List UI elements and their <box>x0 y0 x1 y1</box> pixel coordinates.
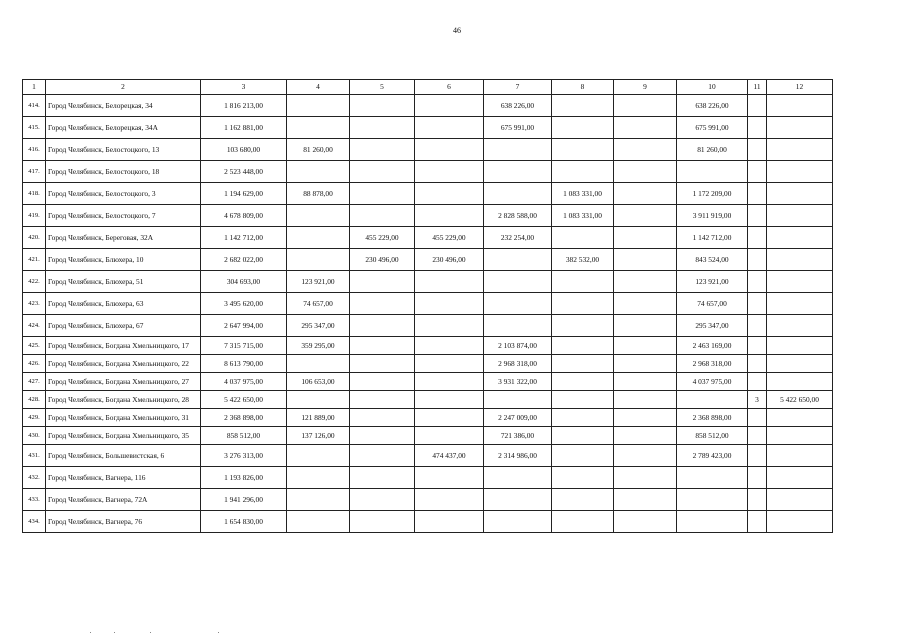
value-cell-c3: 2 523 448,00 <box>201 161 287 183</box>
value-cell-c12 <box>767 337 833 355</box>
value-cell-c11 <box>748 427 767 445</box>
address-cell: Город Челябинск, Белостоцкого, 13 <box>46 139 201 161</box>
value-cell-c12 <box>767 161 833 183</box>
value-cell-c8 <box>552 95 614 117</box>
value-cell-c3: 7 315 715,00 <box>201 337 287 355</box>
value-cell-c4: 81 260,00 <box>287 139 350 161</box>
value-cell-c12 <box>767 227 833 249</box>
value-cell-c9 <box>614 117 677 139</box>
row-number: 433. <box>23 489 46 511</box>
value-cell-c5 <box>350 139 415 161</box>
value-cell-c3: 2 682 022,00 <box>201 249 287 271</box>
value-cell-c12 <box>767 489 833 511</box>
row-number: 422. <box>23 271 46 293</box>
value-cell-c4: 121 889,00 <box>287 409 350 427</box>
value-cell-c3: 1 142 712,00 <box>201 227 287 249</box>
value-cell-c11: 3 <box>748 391 767 409</box>
value-cell-c5 <box>350 467 415 489</box>
value-cell-c6 <box>415 373 484 391</box>
value-cell-c11 <box>748 489 767 511</box>
table-row <box>23 183 833 205</box>
value-cell-c6 <box>415 489 484 511</box>
table-row <box>23 315 833 337</box>
value-cell-c10: 858 512,00 <box>677 427 748 445</box>
value-cell-c10: 81 260,00 <box>677 139 748 161</box>
value-cell-c8 <box>552 427 614 445</box>
value-cell-c12 <box>767 467 833 489</box>
value-cell-c5 <box>350 161 415 183</box>
value-cell-c7: 2 103 874,00 <box>484 337 552 355</box>
value-cell-c8 <box>552 227 614 249</box>
value-cell-c12 <box>767 355 833 373</box>
address-cell: Город Челябинск, Блюхера, 67 <box>46 315 201 337</box>
value-cell-c8 <box>552 511 614 533</box>
value-cell-c6 <box>415 139 484 161</box>
value-cell-c9 <box>614 249 677 271</box>
value-cell-c6 <box>415 293 484 315</box>
table-row <box>23 205 833 227</box>
value-cell-c6: 230 496,00 <box>415 249 484 271</box>
row-number: 432. <box>23 467 46 489</box>
row-number: 417. <box>23 161 46 183</box>
value-cell-c6 <box>415 391 484 409</box>
value-cell-c8 <box>552 271 614 293</box>
address-cell: Город Челябинск, Большевистская, 6 <box>46 445 201 467</box>
value-cell-c9 <box>614 373 677 391</box>
value-cell-c3: 1 193 826,00 <box>201 467 287 489</box>
address-cell: Город Челябинск, Богдана Хмельницкого, 28 <box>46 391 201 409</box>
value-cell-c6 <box>415 315 484 337</box>
value-cell-c5 <box>350 315 415 337</box>
value-cell-c9 <box>614 511 677 533</box>
address-cell: Город Челябинск, Белорецкая, 34А <box>46 117 201 139</box>
column-header: 7 <box>484 80 552 95</box>
row-number: 434. <box>23 511 46 533</box>
value-cell-c5 <box>350 205 415 227</box>
value-cell-c12 <box>767 271 833 293</box>
value-cell-c5 <box>350 409 415 427</box>
value-cell-c9 <box>614 205 677 227</box>
value-cell-c12 <box>767 95 833 117</box>
value-cell-c8 <box>552 293 614 315</box>
value-cell-c10: 123 921,00 <box>677 271 748 293</box>
value-cell-c9 <box>614 183 677 205</box>
value-cell-c8 <box>552 467 614 489</box>
value-cell-c8 <box>552 337 614 355</box>
value-cell-c5: 455 229,00 <box>350 227 415 249</box>
table-row <box>23 409 833 427</box>
value-cell-c10 <box>677 489 748 511</box>
value-cell-c11 <box>748 467 767 489</box>
value-cell-c12 <box>767 445 833 467</box>
value-cell-c8 <box>552 409 614 427</box>
value-cell-c6 <box>415 427 484 445</box>
value-cell-c11 <box>748 315 767 337</box>
row-number: 431. <box>23 445 46 467</box>
value-cell-c4 <box>287 117 350 139</box>
value-cell-c4: 106 653,00 <box>287 373 350 391</box>
value-cell-c9 <box>614 489 677 511</box>
value-cell-c6 <box>415 355 484 373</box>
address-cell: Город Челябинск, Богдана Хмельницкого, 35 <box>46 427 201 445</box>
value-cell-c10: 1 172 209,00 <box>677 183 748 205</box>
address-cell: Город Челябинск, Белостоцкого, 7 <box>46 205 201 227</box>
value-cell-c11 <box>748 95 767 117</box>
value-cell-c11 <box>748 293 767 315</box>
value-cell-c3: 103 680,00 <box>201 139 287 161</box>
row-number: 429. <box>23 409 46 427</box>
value-cell-c5 <box>350 445 415 467</box>
value-cell-c6 <box>415 271 484 293</box>
value-cell-c9 <box>614 227 677 249</box>
address-cell: Город Челябинск, Блюхера, 51 <box>46 271 201 293</box>
value-cell-c9 <box>614 271 677 293</box>
value-cell-c4 <box>287 95 350 117</box>
value-cell-c6 <box>415 467 484 489</box>
address-cell: Город Челябинск, Белорецкая, 34 <box>46 95 201 117</box>
value-cell-c7 <box>484 511 552 533</box>
value-cell-c5: 230 496,00 <box>350 249 415 271</box>
value-cell-c10: 2 968 318,00 <box>677 355 748 373</box>
value-cell-c11 <box>748 409 767 427</box>
value-cell-c6 <box>415 337 484 355</box>
value-cell-c5 <box>350 293 415 315</box>
value-cell-c4 <box>287 227 350 249</box>
table-row <box>23 489 833 511</box>
value-cell-c11 <box>748 271 767 293</box>
value-cell-c12 <box>767 293 833 315</box>
value-cell-c12 <box>767 427 833 445</box>
value-cell-c4: 359 295,00 <box>287 337 350 355</box>
row-number: 427. <box>23 373 46 391</box>
address-cell: Город Челябинск, Богдана Хмельницкого, 27 <box>46 373 201 391</box>
value-cell-c6 <box>415 95 484 117</box>
value-cell-c5 <box>350 391 415 409</box>
value-cell-c3: 3 495 620,00 <box>201 293 287 315</box>
value-cell-c6: 455 229,00 <box>415 227 484 249</box>
column-header: 9 <box>614 80 677 95</box>
value-cell-c4: 88 878,00 <box>287 183 350 205</box>
value-cell-c3: 1 941 296,00 <box>201 489 287 511</box>
address-cell: Город Челябинск, Богдана Хмельницкого, 31 <box>46 409 201 427</box>
value-cell-c11 <box>748 445 767 467</box>
value-cell-c4 <box>287 161 350 183</box>
value-cell-c8: 382 532,00 <box>552 249 614 271</box>
value-cell-c10 <box>677 511 748 533</box>
value-cell-c3: 3 276 313,00 <box>201 445 287 467</box>
table-row <box>23 373 833 391</box>
column-header: 10 <box>677 80 748 95</box>
value-cell-c7: 2 314 986,00 <box>484 445 552 467</box>
value-cell-c11 <box>748 227 767 249</box>
scan-noise <box>90 632 230 634</box>
value-cell-c7 <box>484 391 552 409</box>
value-cell-c8 <box>552 117 614 139</box>
value-cell-c7: 2 968 318,00 <box>484 355 552 373</box>
value-cell-c4: 74 657,00 <box>287 293 350 315</box>
value-cell-c7 <box>484 489 552 511</box>
value-cell-c7: 721 386,00 <box>484 427 552 445</box>
row-number: 423. <box>23 293 46 315</box>
value-cell-c6 <box>415 161 484 183</box>
value-cell-c3: 2 647 994,00 <box>201 315 287 337</box>
value-cell-c10: 638 226,00 <box>677 95 748 117</box>
value-cell-c3: 304 693,00 <box>201 271 287 293</box>
value-cell-c8 <box>552 161 614 183</box>
value-cell-c11 <box>748 511 767 533</box>
table-row <box>23 391 833 409</box>
value-cell-c7 <box>484 467 552 489</box>
value-cell-c12 <box>767 117 833 139</box>
value-cell-c9 <box>614 355 677 373</box>
value-cell-c10 <box>677 391 748 409</box>
value-cell-c12 <box>767 315 833 337</box>
value-cell-c7 <box>484 183 552 205</box>
value-cell-c4: 137 126,00 <box>287 427 350 445</box>
value-cell-c10: 74 657,00 <box>677 293 748 315</box>
value-cell-c12 <box>767 139 833 161</box>
value-cell-c5 <box>350 373 415 391</box>
table-row <box>23 511 833 533</box>
value-cell-c7 <box>484 271 552 293</box>
value-cell-c10: 2 463 169,00 <box>677 337 748 355</box>
row-number: 415. <box>23 117 46 139</box>
value-cell-c11 <box>748 161 767 183</box>
table-row <box>23 355 833 373</box>
column-header: 11 <box>748 80 767 95</box>
row-number: 425. <box>23 337 46 355</box>
value-cell-c11 <box>748 373 767 391</box>
value-cell-c10: 843 524,00 <box>677 249 748 271</box>
address-cell: Город Челябинск, Богдана Хмельницкого, 22 <box>46 355 201 373</box>
value-cell-c9 <box>614 391 677 409</box>
value-cell-c7: 2 247 009,00 <box>484 409 552 427</box>
row-number: 414. <box>23 95 46 117</box>
value-cell-c5 <box>350 427 415 445</box>
row-number: 424. <box>23 315 46 337</box>
value-cell-c8 <box>552 391 614 409</box>
value-cell-c7 <box>484 293 552 315</box>
value-cell-c6 <box>415 117 484 139</box>
value-cell-c5 <box>350 355 415 373</box>
value-cell-c11 <box>748 183 767 205</box>
value-cell-c11 <box>748 337 767 355</box>
address-cell: Город Челябинск, Блюхера, 63 <box>46 293 201 315</box>
row-number: 416. <box>23 139 46 161</box>
table-row <box>23 227 833 249</box>
value-cell-c3: 4 037 975,00 <box>201 373 287 391</box>
column-header: 1 <box>23 80 46 95</box>
table-row <box>23 161 833 183</box>
value-cell-c8 <box>552 445 614 467</box>
value-cell-c5 <box>350 511 415 533</box>
table-row <box>23 139 833 161</box>
value-cell-c5 <box>350 95 415 117</box>
address-cell: Город Челябинск, Вагнера, 76 <box>46 511 201 533</box>
value-cell-c9 <box>614 467 677 489</box>
value-cell-c11 <box>748 117 767 139</box>
column-header: 12 <box>767 80 833 95</box>
page-number: 46 <box>453 26 461 35</box>
value-cell-c10: 295 347,00 <box>677 315 748 337</box>
value-cell-c9 <box>614 161 677 183</box>
value-cell-c5 <box>350 183 415 205</box>
value-cell-c5 <box>350 337 415 355</box>
value-cell-c7 <box>484 161 552 183</box>
value-cell-c10: 4 037 975,00 <box>677 373 748 391</box>
value-cell-c4 <box>287 391 350 409</box>
table-row <box>23 427 833 445</box>
table-row <box>23 467 833 489</box>
column-header: 5 <box>350 80 415 95</box>
row-number: 428. <box>23 391 46 409</box>
value-cell-c4 <box>287 489 350 511</box>
value-cell-c8 <box>552 315 614 337</box>
column-header: 3 <box>201 80 287 95</box>
value-cell-c4 <box>287 249 350 271</box>
header-row <box>23 80 833 95</box>
column-header: 2 <box>46 80 201 95</box>
table-body <box>23 95 833 533</box>
column-header: 8 <box>552 80 614 95</box>
row-number: 418. <box>23 183 46 205</box>
value-cell-c7: 3 931 322,00 <box>484 373 552 391</box>
value-cell-c3: 5 422 650,00 <box>201 391 287 409</box>
table-row <box>23 271 833 293</box>
value-cell-c3: 8 613 790,00 <box>201 355 287 373</box>
value-cell-c3: 4 678 809,00 <box>201 205 287 227</box>
value-cell-c7: 232 254,00 <box>484 227 552 249</box>
table-row <box>23 95 833 117</box>
value-cell-c7: 638 226,00 <box>484 95 552 117</box>
value-cell-c12 <box>767 511 833 533</box>
value-cell-c6 <box>415 511 484 533</box>
value-cell-c10: 1 142 712,00 <box>677 227 748 249</box>
register-table <box>22 79 833 533</box>
address-cell: Город Челябинск, Белостоцкого, 3 <box>46 183 201 205</box>
value-cell-c9 <box>614 293 677 315</box>
value-cell-c11 <box>748 355 767 373</box>
value-cell-c11 <box>748 139 767 161</box>
value-cell-c9 <box>614 427 677 445</box>
address-cell: Город Челябинск, Белостоцкого, 18 <box>46 161 201 183</box>
value-cell-c3: 858 512,00 <box>201 427 287 445</box>
value-cell-c12: 5 422 650,00 <box>767 391 833 409</box>
row-number: 421. <box>23 249 46 271</box>
value-cell-c6 <box>415 183 484 205</box>
value-cell-c12 <box>767 373 833 391</box>
value-cell-c10: 675 991,00 <box>677 117 748 139</box>
value-cell-c8 <box>552 373 614 391</box>
value-cell-c10 <box>677 161 748 183</box>
address-cell: Город Челябинск, Вагнера, 72А <box>46 489 201 511</box>
value-cell-c8: 1 083 331,00 <box>552 183 614 205</box>
table-row <box>23 445 833 467</box>
value-cell-c9 <box>614 337 677 355</box>
table-row <box>23 293 833 315</box>
value-cell-c7 <box>484 315 552 337</box>
table-row <box>23 249 833 271</box>
value-cell-c8: 1 083 331,00 <box>552 205 614 227</box>
value-cell-c4 <box>287 467 350 489</box>
value-cell-c3: 1 162 881,00 <box>201 117 287 139</box>
value-cell-c4: 123 921,00 <box>287 271 350 293</box>
value-cell-c3: 1 194 629,00 <box>201 183 287 205</box>
value-cell-c7 <box>484 249 552 271</box>
value-cell-c5 <box>350 117 415 139</box>
row-number: 426. <box>23 355 46 373</box>
value-cell-c10: 2 368 898,00 <box>677 409 748 427</box>
table-row <box>23 337 833 355</box>
value-cell-c9 <box>614 315 677 337</box>
value-cell-c12 <box>767 183 833 205</box>
value-cell-c9 <box>614 95 677 117</box>
value-cell-c12 <box>767 205 833 227</box>
value-cell-c11 <box>748 249 767 271</box>
column-header: 4 <box>287 80 350 95</box>
value-cell-c8 <box>552 355 614 373</box>
value-cell-c7: 2 828 588,00 <box>484 205 552 227</box>
value-cell-c8 <box>552 139 614 161</box>
address-cell: Город Челябинск, Береговая, 32А <box>46 227 201 249</box>
row-number: 430. <box>23 427 46 445</box>
value-cell-c4 <box>287 355 350 373</box>
value-cell-c10: 3 911 919,00 <box>677 205 748 227</box>
value-cell-c11 <box>748 205 767 227</box>
value-cell-c10 <box>677 467 748 489</box>
value-cell-c7: 675 991,00 <box>484 117 552 139</box>
value-cell-c10: 2 789 423,00 <box>677 445 748 467</box>
address-cell: Город Челябинск, Блюхера, 10 <box>46 249 201 271</box>
value-cell-c9 <box>614 139 677 161</box>
column-header: 6 <box>415 80 484 95</box>
value-cell-c9 <box>614 409 677 427</box>
table-row <box>23 117 833 139</box>
value-cell-c5 <box>350 271 415 293</box>
value-cell-c4: 295 347,00 <box>287 315 350 337</box>
value-cell-c8 <box>552 489 614 511</box>
row-number: 419. <box>23 205 46 227</box>
value-cell-c5 <box>350 489 415 511</box>
value-cell-c9 <box>614 445 677 467</box>
value-cell-c7 <box>484 139 552 161</box>
value-cell-c12 <box>767 409 833 427</box>
value-cell-c4 <box>287 445 350 467</box>
value-cell-c3: 1 816 213,00 <box>201 95 287 117</box>
value-cell-c6 <box>415 205 484 227</box>
value-cell-c4 <box>287 511 350 533</box>
value-cell-c6 <box>415 409 484 427</box>
row-number: 420. <box>23 227 46 249</box>
address-cell: Город Челябинск, Вагнера, 116 <box>46 467 201 489</box>
value-cell-c4 <box>287 205 350 227</box>
value-cell-c3: 1 654 830,00 <box>201 511 287 533</box>
value-cell-c3: 2 368 898,00 <box>201 409 287 427</box>
value-cell-c12 <box>767 249 833 271</box>
value-cell-c6: 474 437,00 <box>415 445 484 467</box>
address-cell: Город Челябинск, Богдана Хмельницкого, 17 <box>46 337 201 355</box>
